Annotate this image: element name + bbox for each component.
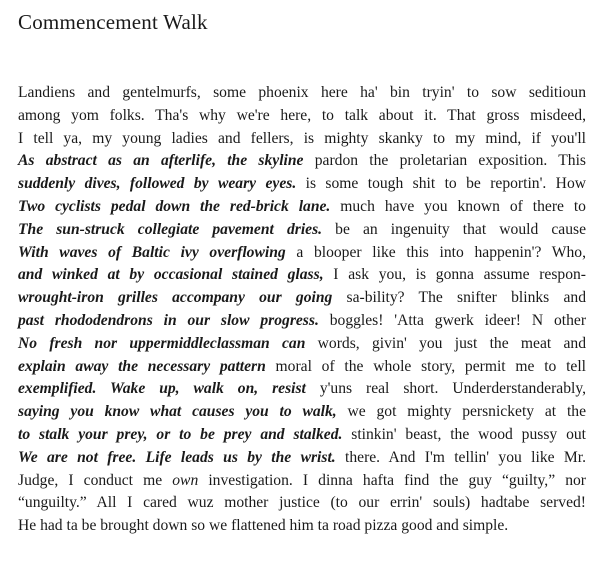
line-segment: investigation. I dinna hafta find the guy “guilty,” nor <box>198 471 586 489</box>
overlay-phrase: No fresh nor uppermiddleclassman can <box>18 334 306 352</box>
line-segment: moral of the whole story, permit me to tell <box>265 357 586 375</box>
overlay-phrase: wrought-iron grilles accompany our going <box>18 289 333 307</box>
text-line <box>18 515 586 538</box>
line-segment: boggles! 'Atta gwerk ideer! N other <box>318 311 587 329</box>
text-line <box>18 447 586 470</box>
line-segment: I ask you, is gonna assume respon- <box>323 266 586 284</box>
line-segment: Landiens and gentelmurfs, some phoenix here ha' bin tryin' to sow seditioun <box>18 84 586 101</box>
line-segment: I tell ya, my young ladies and fellers, is mighty skanky to my mind, if you'll <box>18 129 586 147</box>
line-segment: words, givin' you just the meat and <box>305 334 586 352</box>
text-line <box>18 310 586 333</box>
text-line <box>18 105 586 128</box>
text-line <box>18 128 586 151</box>
overlay-phrase: As abstract as an afterlife, the skyline <box>18 152 304 170</box>
text-line <box>18 242 586 265</box>
overlay-phrase: explain away the necessary pattern <box>18 357 266 375</box>
overlay-phrase: past rhododendrons in our slow progress. <box>18 311 319 329</box>
overlay-phrase: We are not free. Life leads us by the wrist. <box>18 448 336 466</box>
text-line <box>18 264 586 287</box>
overlay-phrase: With waves of Baltic ivy overflowing <box>18 243 286 261</box>
text-line <box>18 82 586 105</box>
text-line <box>18 424 586 447</box>
text-line <box>18 492 586 515</box>
overlay-phrase: Two cyclists pedal down the red-brick lane. <box>18 197 331 215</box>
text-line <box>18 196 586 219</box>
line-segment: “unguilty.” All I cared wuz mother justice (to our errin' souls) hadtabe served! <box>18 494 586 512</box>
text-line <box>18 150 586 173</box>
line-segment: y'uns real short. Underderstanderably, <box>305 380 587 398</box>
line-segment: Judge, I conduct me <box>18 471 173 489</box>
line-segment: a blooper like this into happenin'? Who, <box>285 243 586 261</box>
page-title: Commencement Walk <box>18 10 208 34</box>
overlay-phrase: and winked at by occasional stained glass, <box>18 266 324 284</box>
overlay-phrase: saying you know what causes you to walk, <box>18 403 337 421</box>
text-line <box>18 333 586 356</box>
line-segment: is some tough shit to be reportin'. How <box>296 175 586 193</box>
text-line <box>18 378 586 401</box>
line-segment: pardon the proletarian exposition. This <box>303 152 586 170</box>
line-segment: we got mighty persnickety at the <box>336 403 586 421</box>
text-line <box>18 470 586 493</box>
text-line <box>18 173 586 196</box>
text-line <box>18 287 586 310</box>
line-segment: stinkin' beast, the wood pussy out <box>342 425 586 443</box>
poem-body <box>18 82 586 538</box>
italic-word: own <box>172 471 199 489</box>
text-line <box>18 356 586 379</box>
line-segment: much have you known of there to <box>330 197 586 215</box>
text-line <box>18 219 586 242</box>
line-segment: there. And I'm tellin' you like Mr. <box>335 448 586 466</box>
overlay-phrase: suddenly dives, followed by weary eyes. <box>18 175 297 193</box>
overlay-phrase: The sun-struck collegiate pavement dries. <box>18 220 323 238</box>
line-segment: He had ta be brought down so we flattened him ta road pizza good and simple. <box>18 517 509 535</box>
line-segment: sa-bility? The snifter blinks and <box>332 289 586 307</box>
line-segment: among yom folks. Tha's why we're here, to talk about it. That gross misdeed, <box>18 106 586 124</box>
overlay-phrase: to stalk your prey, or to be prey and stalked. <box>18 425 343 443</box>
line-segment: be an ingenuity that would cause <box>322 220 586 238</box>
text-line <box>18 401 586 424</box>
overlay-phrase: exemplified. Wake up, walk on, resist <box>18 380 306 398</box>
